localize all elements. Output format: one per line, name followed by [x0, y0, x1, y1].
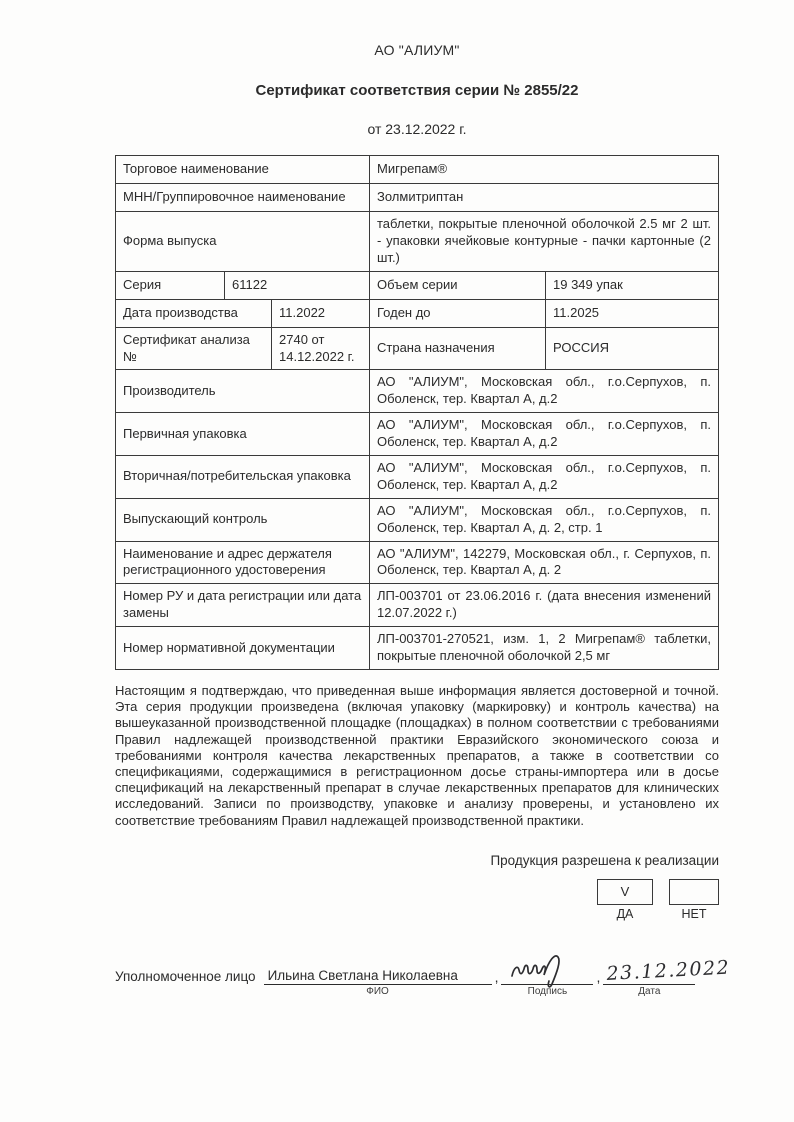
row-value: 11.2022: [271, 300, 369, 327]
release-statement: Продукция разрешена к реализации: [490, 852, 719, 868]
row-label: Дата производства: [123, 304, 238, 320]
row-label: Вторичная/потребительская упаковка: [123, 468, 351, 484]
no-checkbox: [669, 879, 719, 905]
no-option: [669, 879, 719, 921]
row-label: Объем серии: [369, 272, 545, 299]
table-row: [116, 627, 718, 670]
table-row: [116, 456, 718, 499]
check-mark: V: [620, 884, 630, 900]
row-label: Производитель: [123, 382, 216, 398]
row-value: 19 349 упак: [545, 272, 718, 299]
signature-caption: Подпись: [527, 985, 568, 997]
table-row: [116, 584, 718, 627]
row-label: Страна назначения: [369, 328, 545, 370]
name-field: [264, 968, 492, 997]
row-value: таблетки, покрытые пленочной оболочкой 2.5 мг 2 шт. - упаковки ячейковые контурные - пачки картонные (2 шт.): [369, 212, 718, 271]
row-value: АО "АЛИУМ", Московская обл., г.о.Серпухов, п. Оболенск, тер. Квартал А, д.2: [369, 370, 718, 412]
table-row: [116, 499, 718, 542]
yes-label: ДА: [616, 906, 634, 921]
row-value: ЛП-003701 от 23.06.2016 г. (дата внесения изменений 12.07.2022 г.): [369, 584, 718, 626]
row-label: Выпускающий контроль: [123, 511, 268, 527]
name-caption: ФИО: [366, 985, 389, 997]
table-row: [116, 184, 718, 212]
row-label: Годен до: [369, 300, 545, 327]
document-date: от 23.12.2022 г.: [367, 121, 467, 137]
table-row: [116, 300, 718, 328]
row-label: Первичная упаковка: [123, 425, 247, 441]
handwritten-date: 23.12.2022: [606, 956, 732, 985]
table-row: [116, 156, 718, 184]
signature-line: [501, 963, 593, 985]
table-row: [116, 370, 718, 413]
row-value: АО "АЛИУМ", 142279, Московская обл., г. Серпухов, п. Оболенск, тер. Квартал А, д. 2: [369, 542, 718, 584]
row-value: РОССИЯ: [545, 328, 718, 370]
row-value: ЛП-003701-270521, изм. 1, 2 Мигрепам® таблетки, покрытые пленочной оболочкой 2,5 мг: [369, 627, 718, 669]
date-field: [603, 956, 732, 997]
signature-scribble: [509, 954, 587, 990]
signature-block: [115, 956, 732, 997]
row-label: Номер РУ и дата регистрации или дата замены: [123, 588, 362, 621]
table-row: [116, 272, 718, 300]
no-label: НЕТ: [681, 906, 707, 921]
row-label: Форма выпуска: [123, 232, 217, 248]
signature-field: [501, 963, 593, 997]
date-caption: Дата: [638, 985, 661, 997]
row-value: АО "АЛИУМ", Московская обл., г.о.Серпухов, п. Оболенск, тер. Квартал А, д.2: [369, 456, 718, 498]
release-decision: [115, 879, 719, 921]
row-value: 2740 от 14.12.2022 г.: [271, 328, 369, 370]
pen-mark: ,: [596, 968, 601, 985]
row-label: Сертификат анализа №: [123, 331, 250, 364]
row-value: 61122: [224, 272, 369, 299]
row-label: Номер нормативной документации: [123, 639, 335, 655]
table-row: [116, 328, 718, 371]
yes-checkbox: [597, 879, 653, 905]
row-label: МНН/Группировочное наименование: [123, 189, 346, 205]
table-row: [116, 212, 718, 272]
row-value: АО "АЛИУМ", Московская обл., г.о.Серпухов, п. Оболенск, тер. Квартал А, д.2: [369, 413, 718, 455]
yes-option: [597, 879, 653, 921]
authorized-person-name: Ильина Светлана Николаевна: [264, 968, 492, 985]
declaration-paragraph: Настоящим я подтверждаю, что приведенная выше информация является достоверной и точной. Эта серия продукции произведена (включая упаковку (маркировку) и контроль качества) на вышеуказанной производственной площадке (площадках) в полном соответствии с требованиями Правил надлежащей производственной практики Евразийского экономического союза и требованиями контроля качества лекарственных препаратов, а также в соответствии со спецификациями, содержащимися в регистрационном досье страны-импортера или в досье спецификаций на лекарственный препарат в случае лекарственных препаратов для клинических исследований. Записи по производству, упаковке и анализу проверены, и установлено их соответствие требованиям Правил надлежащей производственной практики.: [115, 682, 719, 828]
authorized-person-label: Уполномоченное лицо: [115, 968, 256, 984]
row-label: Серия: [123, 276, 162, 292]
row-value: 11.2025: [545, 300, 718, 327]
document-title: Сертификат соответствия серии № 2855/22: [255, 82, 579, 99]
organization-name: АО "АЛИУМ": [374, 42, 460, 58]
row-label: Наименование и адрес держателя регистрационного удостоверения: [123, 545, 332, 578]
table-row: [116, 542, 718, 585]
row-value: Золмитриптан: [369, 184, 718, 211]
row-label: Торговое наименование: [123, 161, 269, 177]
row-value: АО "АЛИУМ", Московская обл., г.о.Серпухов, п. Оболенск, тер. Квартал А, д. 2, стр. 1: [369, 499, 718, 541]
row-value: Мигрепам®: [369, 156, 718, 183]
pen-mark: ,: [494, 968, 499, 985]
table-row: [116, 413, 718, 456]
certificate-table: [115, 155, 719, 670]
